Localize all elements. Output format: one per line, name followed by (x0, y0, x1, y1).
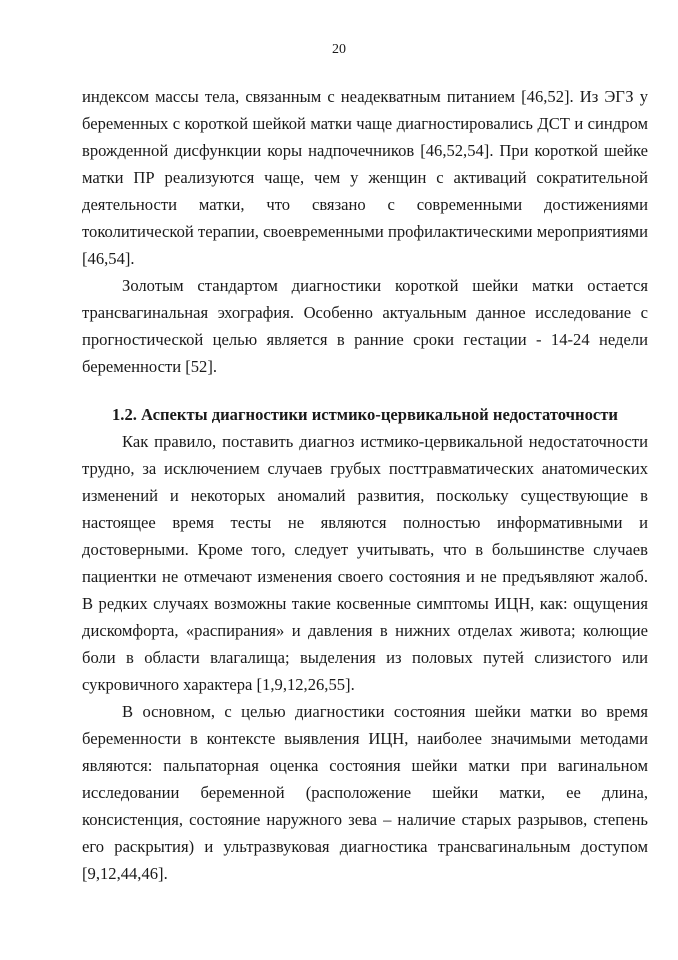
section-spacer (82, 380, 648, 401)
paragraph-diagnostic-methods: В основном, с целью диагностики состояния шейки матки во время беременности в контексте выявления ИЦН, наиболее значимыми методами являются: пальпаторная оценка состояния шейки матки при вагинальном исследовании беременной (расположение шейки матки, ее длина, консистенция, состояние наружного зева – наличие старых разрывов, степень его раскрытия) и ультразвуковая диагностика трансвагинальным доступом [9,12,44,46]. (82, 702, 648, 883)
document-body (82, 83, 648, 887)
page-number: 20 (332, 42, 346, 57)
paragraph-bmi-continuation: индексом массы тела, связанным с неадекватным питанием [46,52]. Из ЭГЗ у беременных с короткой шейкой матки чаще диагностировались ДСТ и синдром врожденной дисфункции коры надпочечников [46,52,54]. При короткой шейке матки ПР реализуются чаще, чем у женщин с активаций сократительной деятельности матки, что связано с современными достижениями токолитической терапии, своевременными профилактическими мероприятиями [46,54]. (82, 87, 648, 268)
section-heading: 1.2. Аспекты диагностики истмико-цервикальной недостаточности (112, 405, 618, 424)
paragraph-diagnosis-difficulty: Как правило, поставить диагноз истмико-цервикальной недостаточности трудно, за исключением случаев грубых посттравматических анатомических изменений и некоторых аномалий развития, поскольку существующие в настоящее время тесты не являются полностью информативными и достоверными. Кроме того, следует учитывать, что в большинстве случаев пациентки не отмечают изменения своего состояния и не предъявляют жалоб. В редких случаях возможны такие косвенные симптомы ИЦН, как: ощущения дискомфорта, «распирания» и давления в нижних отделах живота; колющие боли в области влагалища; выделения из половых путей слизистого или сукровичного характера [1,9,12,26,55]. (82, 432, 648, 694)
paragraph-gold-standard: Золотым стандартом диагностики короткой шейки матки остается трансвагинальная эхография. Особенно актуальным данное исследование с прогностической целью является в ранние сроки гестации - 14-24 недели беременности [52]. (82, 276, 648, 376)
